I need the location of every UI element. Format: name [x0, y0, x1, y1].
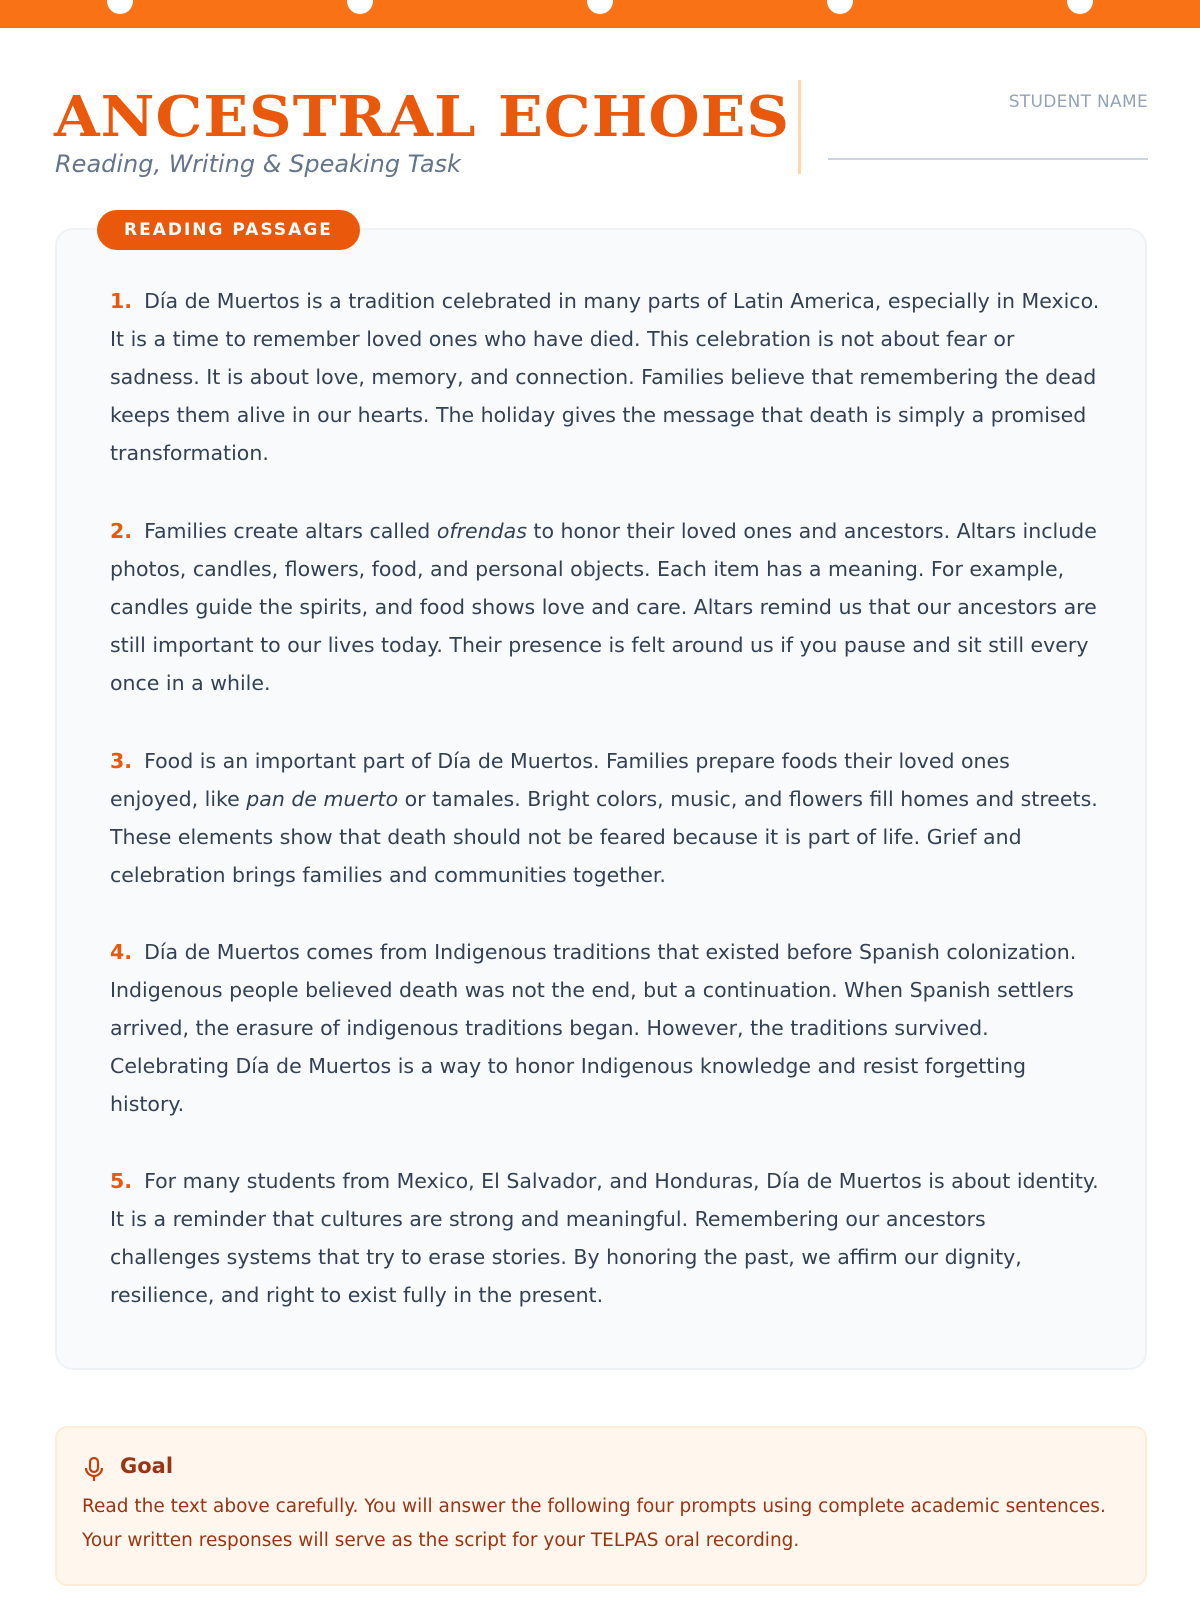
binder-hole	[587, 0, 613, 14]
microphone-icon	[84, 1456, 104, 1482]
italic-term: ofrendas	[436, 519, 527, 543]
paragraph-number: 1.	[110, 289, 133, 313]
paragraph-text: For many students from Mexico, El Salvador, and Honduras, Día de Muertos is about identity. It is a reminder that cultures are strong and meaningful. Remembering our ancestors challenges systems that try to erase stories. By honoring the past, we affirm our dignity, resilience, and right to exist fully in the present.	[110, 1169, 1099, 1307]
goal-text: Read the text above carefully. You will answer the following four prompts using complete academic sentences. Your written responses will serve as the script for your TELPAS oral recording.	[82, 1496, 1106, 1551]
paragraph-text: to honor their loved ones and ancestors. Altars include photos, candles, flowers, food, and personal objects. Each item has a meaning. For example, candles guide the spirits, and food shows love and care. Altars remind us that our ancestors are still important to our lives today. Their presence is felt around us if you pause and sit still every once in a while.	[110, 519, 1097, 695]
paragraph-text: Día de Muertos comes from Indigenous traditions that existed before Spanish colonization. Indigenous people believed death was not the end, but a continuation. When Spanish settlers arrived, the erasure of indigenous traditions began. However, the traditions survived. Celebrating Día de Muertos is a way to honor Indigenous knowledge and resist forgetting history.	[110, 940, 1077, 1116]
passage-paragraph	[110, 512, 1100, 702]
reading-passage-badge: READING PASSAGE	[97, 210, 360, 250]
paragraph-number: 4.	[110, 940, 133, 964]
passage-paragraph	[110, 742, 1100, 894]
student-name-label: STUDENT NAME	[1008, 92, 1148, 112]
passage-paragraph	[110, 1162, 1100, 1314]
divider	[798, 80, 801, 174]
paragraph-text: or tamales. Bright colors, music, and flowers fill homes and streets. These elements show that death should not be feared because it is part of life. Grief and celebration brings families and communities together.	[110, 787, 1098, 887]
paragraph-number: 2.	[110, 519, 133, 543]
paragraph-text: Food is an important part of Día de Muertos. Families prepare foods their loved ones enjoyed, like	[110, 749, 1010, 811]
paragraph-number: 5.	[110, 1169, 133, 1193]
paragraph-text: Families create altars called	[144, 519, 437, 543]
goal-title: Goal	[120, 1454, 174, 1478]
passage-paragraph	[110, 933, 1100, 1123]
page-title: ANCESTRAL ECHOES	[54, 84, 790, 150]
passage-paragraph	[110, 282, 1100, 472]
top-banner	[0, 0, 1200, 28]
page-subtitle: Reading, Writing & Speaking Task	[55, 150, 461, 178]
binder-hole	[347, 0, 373, 14]
binder-hole	[107, 0, 133, 14]
paragraph-text: Día de Muertos is a tradition celebrated in many parts of Latin America, especially in Mexico. It is a time to remember loved ones who have died. This celebration is not about fear or sadness. It is about love, memory, and connection. Families believe that remembering the dead keeps them alive in our hearts. The holiday gives the message that death is simply a promised transformation.	[110, 289, 1100, 465]
student-name-field[interactable]	[828, 158, 1148, 160]
paragraph-number: 3.	[110, 749, 133, 773]
binder-hole	[827, 0, 853, 14]
italic-term: pan de muerto	[246, 787, 399, 811]
binder-hole	[1067, 0, 1093, 14]
